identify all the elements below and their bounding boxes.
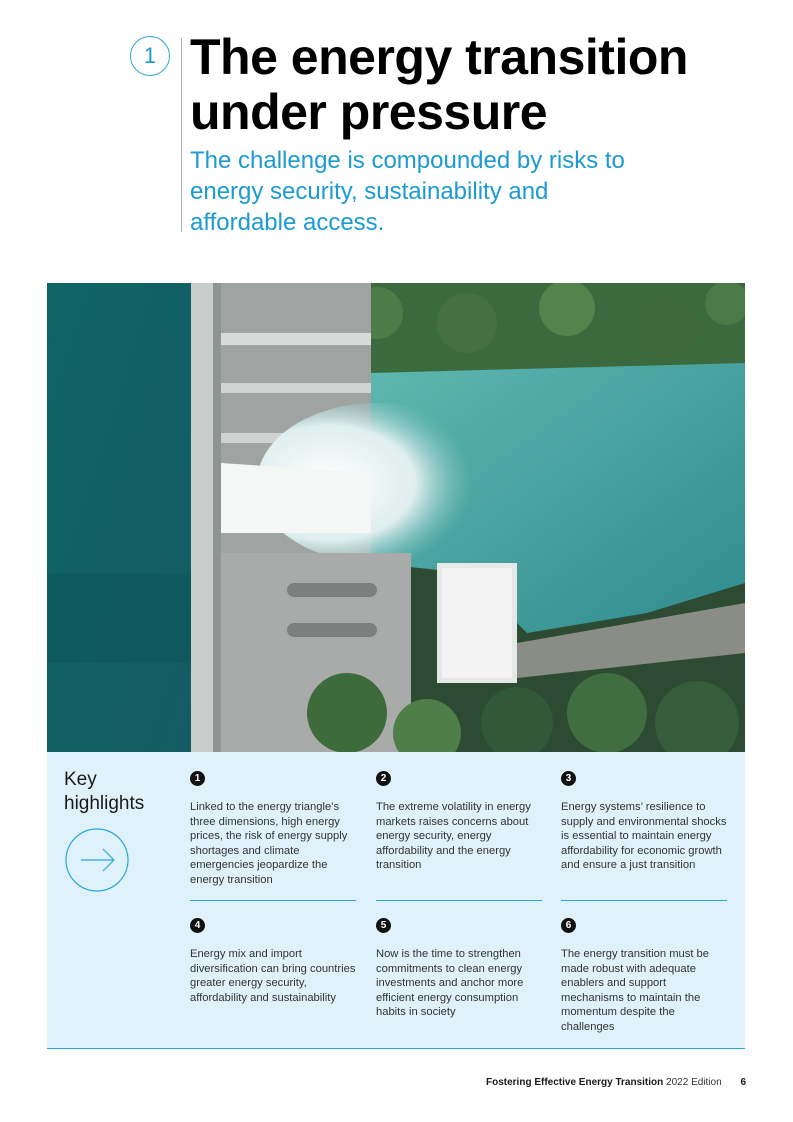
highlight-text: The extreme volatility in energy markets raises concerns about energy security, energy affordability and the energy transition [376,801,531,872]
highlight-divider [190,900,356,901]
highlight-item [190,918,356,1005]
highlight-item [376,771,542,873]
highlight-number: 3 [561,771,576,786]
highlight-divider [376,900,542,901]
chapter-number-badge: 1 [130,36,170,76]
page-title: The energy transition under pressure [190,29,688,140]
highlight-text: Energy mix and import diversification can bring countries greater energy security, affordability and sustainability [190,948,356,1004]
title-divider [181,38,182,232]
highlight-text: Linked to the energy triangle’s three dimensions, high energy prices, the risk of energy supply shortages and climate emergencies jeopardize the energy transition [190,801,348,886]
highlight-item [561,771,727,873]
highlight-text: Now is the time to strengthen commitments to clean energy investments and anchor more efficient energy consumption habits in society [376,948,524,1019]
highlight-text: The energy transition must be made robust with adequate enablers and support mechanisms to maintain the momentum despite the challenges [561,948,709,1033]
key-highlights-panel [47,752,745,1049]
highlight-number: 5 [376,918,391,933]
highlight-divider [561,900,727,901]
page-number: 6 [740,1077,746,1088]
footer-edition: 2022 Edition [666,1077,722,1088]
highlight-number: 1 [190,771,205,786]
hero-image-dam-aerial [47,283,745,752]
highlight-number: 4 [190,918,205,933]
highlight-number: 2 [376,771,391,786]
page-subtitle: The challenge is compounded by risks to energy security, sustainability and affordable access. [190,147,625,236]
highlight-item [190,771,356,888]
arrow-right-icon [65,828,129,892]
highlight-number: 6 [561,918,576,933]
page-footer [486,1077,746,1088]
highlight-item [561,918,727,1035]
highlight-item [376,918,542,1020]
footer-report-title: Fostering Effective Energy Transition [486,1077,664,1088]
key-highlights-heading: Key highlights [64,769,145,814]
highlight-text: Energy systems’ resilience to supply and environmental shocks is essential to maintain energy affordability for economic growth and ensure a just transition [561,801,727,872]
